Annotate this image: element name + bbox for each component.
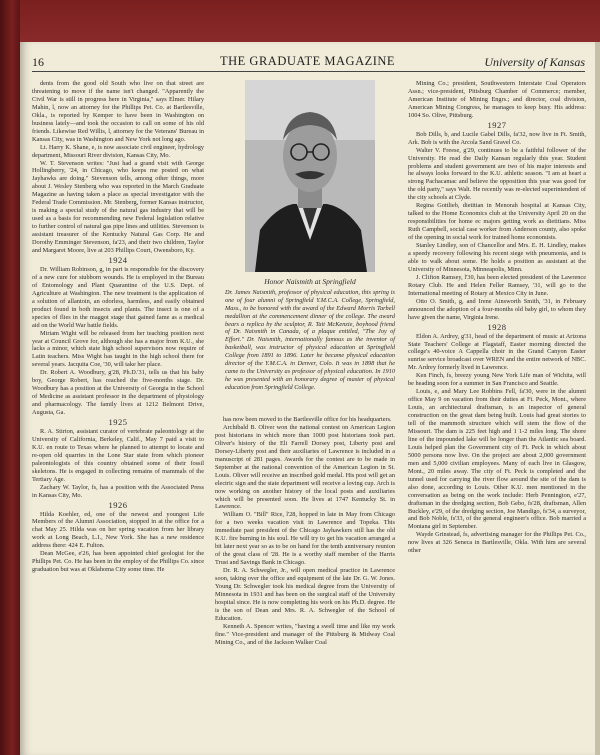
header-rule — [32, 71, 585, 72]
paragraph: Kenneth A. Spencer writes, "having a swell time and like my work fine." Vice-president and manager of the Pittsburg & Midway Coal Mining Co., and of the Jackson Walker Coal — [215, 622, 395, 646]
paragraph: Eldon A. Ardrey, g'31, head of the department of music at Arizona State Teachers' College at Flagstaff, Easter morning directed the college's 40-voice A Cappella choir in the Grand Canyon Easter sunrise service broadcast over WREN and the entire network of NBC. Mr. Ardrey formerly lived in Lawrence. — [408, 332, 586, 372]
caption-title: Honor Naismith at Springfield — [264, 277, 356, 286]
paragraph: Archibald B. Oliver won the national contest on American Legion post historians in which more than 1000 post historians took part. Oliver's history of the Eli Farrell Dorsey post, Liberty post and Dorsey-Liberty post and their auxiliaries of Lawrence is included in a manuscript of 281 pages. Awards for the contest are to be made in September at the national convention of the American Legion in St. Louis. Oliver will receive an inscribed gold medal. His post will get an electric sign and the state department will receive a loving cup. Arch is now working on another history of the local posts and auxiliaries which will be presented soon. He lives at 1747 Kentucky St. in Lawrence. — [215, 423, 395, 511]
portrait-image — [245, 80, 375, 272]
year-heading: 1924 — [108, 254, 128, 265]
paragraph: Dr. R. A. Schwegler, Jr., will open medical practice in Lawrence soon, taking over the office and equipment of the late Dr. G. W. Jones. Young Dr. Schwegler took his medical degree from the University of Minnesota in 1931 and has been on the surgical staff of the University hospital since. He is now completing his work on his Ph.D. degree. He is the son of Dean and Mrs. R. A. Schwegler of the School of Education. — [215, 567, 395, 622]
photo-caption — [225, 278, 395, 392]
paragraph: Stanley Lindley, son of Chancellor and Mrs. E. H. Lindley, makes a speedy recovery following his recent siege with pneumonia, and is able to walk about some. He holds a position as assistant at the University of Minnesota, Minneapolis, Minn. — [408, 242, 586, 273]
column-right — [408, 80, 586, 750]
paragraph: Hilda Koehler, ed, one of the newest and youngest Life Members of the Alumni Association, stopped in at the office for a chat May 25. Hilda was on her spring vacation from her library work at Long Beach, L.I., New York. She has a new residence address there: 424 E. Fulton. — [32, 510, 204, 550]
year-heading: 1925 — [108, 417, 128, 428]
year-heading: 1926 — [108, 499, 128, 510]
page-gutter — [595, 42, 600, 755]
paragraph: Lt. Harry K. Shane, e, is now associate civil engineer, hydrology department, Missouri River division, Kansas City, Mo. — [32, 143, 204, 159]
paragraph: dents from the good old South who live on that street are threatening to move if the name isn't changed. "Apparently the Civil War is still in progress here in Virginia," says Elmer. Hilary Mahin, l, now an attorney for the Phillips Pet. Co. at Bartlesville, Okla., is reported by Kemper to have been in Washington on business lately—and took the occasion to call on some of his old friends. Likewise Red Willis, l, attorney for the Veterans' Bureau in Kansas City, was in Washington and New York not long ago. — [32, 80, 204, 143]
paragraph: Bob Dills, b, and Lucile Gabel Dills, fa'32, now live in Ft. Smith, Ark. Bob is with the Arcola Sand Gravel Co. — [408, 130, 586, 146]
magazine-title: THE GRADUATE MAGAZINE — [220, 54, 396, 68]
magazine-page — [20, 42, 595, 755]
paragraph: Regina Gottlieb, dietitian in Menorah hospital at Kansas City, talked to the Home Economics club at the University April 20 on the responsibilities for home ec majors getting work as dietitians. Miss Ruth Campbell, social case worker from Anderson county, also spoke of the opening in social work for trained home economists. — [408, 202, 586, 242]
column-left — [32, 80, 204, 750]
book-binding — [0, 0, 20, 755]
paragraph: Wayde Grinstead, fs, advertising manager for the Phillips Pet. Co., now lives at 326 Seneca in Bartlesville, Okla. With him are several other — [408, 531, 586, 555]
year-heading: 1928 — [487, 321, 507, 332]
caption-text: Dr. James Naismith, professor of physical education, this spring is one of four alumni of Springfield Y.M.C.A. College, Springfield, Mass., to be honored with the award of the Edward Morris Tarbell medallion at the commencement dinner of the college. The award bears a replica by the sculptor, R. Tait McKenzie, boyhood friend of Dr. Naismith in Canada, of a plaque entitled, "The Joy of Effort." Dr. Naismith, internationally famous as the inventor of basketball, was instructor of physical education at Springfield College from 1891 to 1896. Later he became physical education director of the Y.M.C.A. in Denver, Colo. It was in 1898 that he came to the University as professor of physical education. In 1910 he was presented with an honorary degree of master of physical education from Springfield College. — [225, 288, 395, 391]
paragraph: Zachary W. Taylor, fs, has a position with the Associated Press in Kansas City, Mo. — [32, 483, 204, 499]
paragraph: Miriam Wight will be released from her teaching position next year at Council Grove for, although she has a major from K.U., she lacks a minor, which state high school supervisors now require of Latin teachers. Miss Wight has taught in the high school there for several years. Jacquita Coe, '30, will take her place. — [32, 329, 204, 369]
paragraph: Otto O. Smith, g, and Irene Ainsworth Smith, '31, in February announced the adoption of a four-months old baby girl, to whom they have given the name, Virginia Irene. — [408, 297, 586, 321]
paragraph: Dean McGee, e'26, has been appointed chief geologist for the Phillips Pet. Co. He has been in the employ of the Phillips Co. since graduation but was at Oklahoma City some time. He — [32, 550, 204, 574]
paragraph: has now been moved to the Bartlesville office for his headquarters. — [223, 416, 392, 423]
paragraph: Dr. Robert A. Woodbury, g'28, Ph.D.'31, tells us that his baby boy, George Robert, has reached the five-months stage. Dr. Woodbury has a position at the University of Georgia in the School of Medicine as assistant professor in the department of physiology and pharmacology. The family lives at 1212 Belmont Drive, Augusta, Ga. — [32, 369, 204, 417]
paragraph: William O. "Bill" Rice, l'28, hopped in late in May from Chicago for a two weeks vacation visit in Lawrence and Topeka. This immediate past president of the Chicago Jayhawkers still has the old K.U. fire burning in his soul. He will try to get his vacation arranged a bit later next year so as to be on hand for the tenth anniversary reunion of the great class of '28. He is a worthy staff member of the Harris Trust and Savings Bank in Chicago. — [215, 511, 395, 567]
page-header — [20, 54, 595, 70]
naismith-portrait-photo — [245, 80, 375, 272]
column-middle — [215, 416, 395, 750]
cover-edge — [20, 0, 600, 42]
university-name: University of Kansas — [484, 55, 585, 69]
paragraph: Walter V. Freese, g'29, continues to be a faithful follower of the University. He read the Daily Kansan regularly this year. Student problems and student government are two of his major interests and he always looks forward to the K.U. athletic season. "I am at heart a strong Pachacamac and believe the opposition this year was good for the old party," says Walt. He recently was re-elected superintendent of the city schools at Clyde. — [408, 146, 586, 202]
paragraph: Ken Finch, fs, breezy young New York Life man of Wichita, will be heading soon for a summer in San Francisco and Seattle. — [408, 372, 586, 388]
paragraph: Mining Co.; president, Southwestern Interstate Coal Operators Assn.; vice-president, Pittsburg Chamber of Commerce; member, American Institute of Mining Engrs.; and director, coal division, American Mining Congress, he manages to keep busy. His address: 1004 So. Olive, Pittsburg. — [408, 80, 586, 119]
paragraph: J. Clifton Ramsey, l'30, has been elected president of the Lawrence Rotary Club. He and Helen Feller Ramsey, '31, will go to the International meeting of Rotary at Mexico City in June. — [408, 273, 586, 297]
year-heading: 1927 — [487, 119, 507, 130]
paragraph: R. A. Stirton, assistant curator of vertebrate paleontology at the University of California, Berkeley, Calif., May 7 paid a visit to K.U. en route to Texas where he planned to attempt to locate and re-open old quarries in the Lone Star state from which pioneer paleontologists of this country obtained some of their fossil skeletons. He is engaged in collecting remains of mammals of the Tertiary Age. — [32, 427, 204, 483]
paragraph: Louis, e, and Mary Lee Robbins Fell, fa'30, were in the alumni office May 9 on vacation from their duties at Ft. Peck, Mont., where Louis, an architectural draftsman, is an inspector of general construction on the great dam being built. Louis had great stories to tell of the mammoth structure which will stem the flow of the Missouri. The dam is 225 feet high and 1 1-2 miles long. The shore line of the impounded lake will be longer than the Atlantic sea board. Louis helped plan the Government city of Ft. Peck in which about 5000 persons now live. On the project are about 2,000 government men and 5,000 civilian employees. Many of each live in Glasgow, Mont., 20 miles away. The city of Ft. Peck is completed and the tunnel used for carrying the river flow around the site of the dam is also done, according to Louis. Other K.U. men mentioned in the conversation as being on the work include: Herb Pennington, e'27, draftsman in the dredging section, Bob Gebo, fs'28, draftsman, Allen Buckley, e'29, of the dredging section, Joe Mandigo, fs'34, a surveyor, and Bob Noble, fs'33, of the general engineer's office. Bob married a Montana girl in September. — [408, 388, 586, 531]
page-number: 16 — [32, 55, 44, 69]
paragraph: W. T. Stevenson writes: "Just had a grand visit with George Hollingberry, '24, in Chicago, who keeps me posted on what Jayhawks are doing." Stevenson tells, among other things, more about J. Wesley Stenberg who was reported in the March Graduate Magazine as having taken a place as special investigator with the Federal Trade Commission. Mr. Stenberg, former Kansas instructor, is making a special study of the natural gas industry that will be used as a basis for recommending new Federal legislation relative to further control of natural gas pipe lines and utilities. Stevenson is assistant treasurer of the Kentucky Natural Gas Corp. He and Dorothy Emminger Stevenson, fa'23, and their two children, Taylor and Margaret Moore, live at 203 Phillips Court, Owensboro, Ky. — [32, 159, 204, 255]
paragraph: Dr. William Robinson, g, in part is responsible for the discovery of a new cure for stubborn wounds. He is employed in the Bureau of Entomology and Plant Quarantine of the U.S. Dept. of Agriculture at Washington. The new treatment is the application of a solution of allantoin, an odorless, harmless, and easily obtained product found in both insects and plants. The insect is one of a species of flies in the maggot stage that gained fame as a medical aid on the World War battle fields. — [32, 265, 204, 329]
